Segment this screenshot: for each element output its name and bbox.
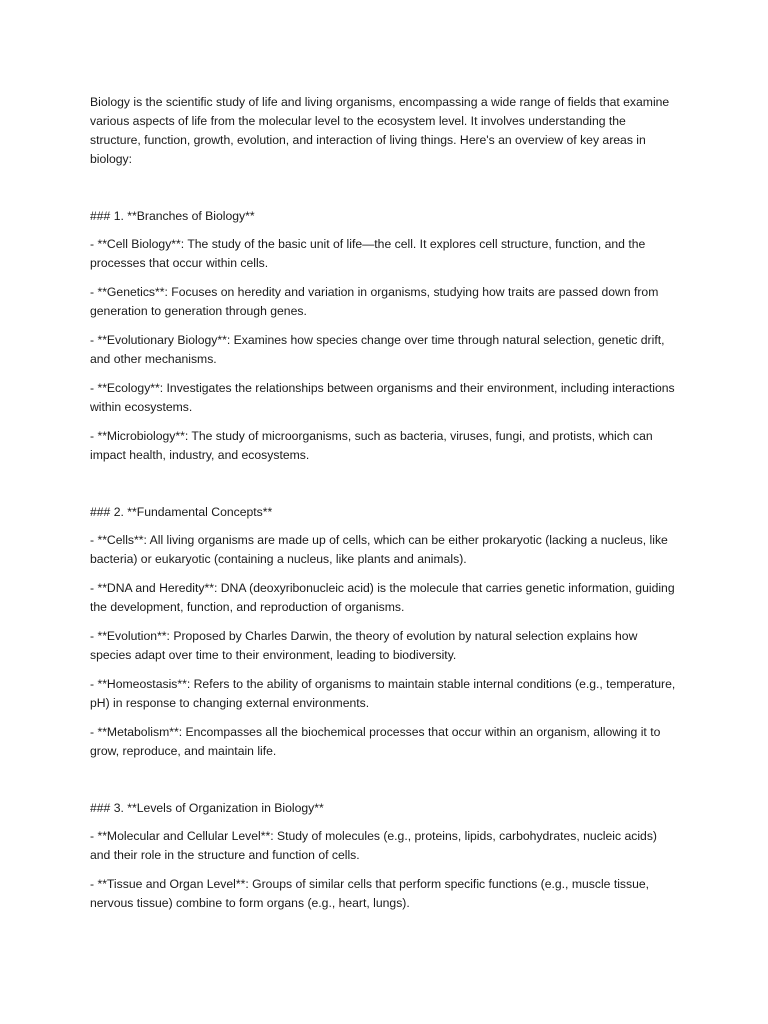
spacer [90,465,680,503]
document-page [90,93,680,913]
list-item: - **Metabolism**: Encompasses all the biochemical processes that occur within an organism, allowing it to grow, reproduce, and maintain life. [90,725,661,758]
intro-paragraph: Biology is the scientific study of life and living organisms, encompassing a wide range of fields that examine various aspects of life from the molecular level to the ecosystem level. It involves understanding the structure, function, growth, evolution, and interaction of living things. Here's an overview of key areas in biology: [90,95,670,166]
list-item: - **Genetics**: Focuses on heredity and variation in organisms, studying how traits are passed down from generation to generation through genes. [90,285,659,318]
list-item: - **Molecular and Cellular Level**: Study of molecules (e.g., proteins, lipids, carbohydrates, nucleic acids) and their role in the structure and function of cells. [90,829,657,862]
list-item: - **DNA and Heredity**: DNA (deoxyribonucleic acid) is the molecule that carries genetic information, guiding the development, function, and reproduction of organisms. [90,581,675,614]
list-item: - **Microbiology**: The study of microorganisms, such as bacteria, viruses, fungi, and protists, which can impact health, industry, and ecosystems. [90,429,653,462]
section-heading-levels: ### 3. **Levels of Organization in Biology** [90,801,324,815]
spacer [90,761,680,799]
section-heading-branches: ### 1. **Branches of Biology** [90,209,255,223]
list-item: - **Cell Biology**: The study of the basic unit of life—the cell. It explores cell structure, function, and the processes that occur within cells. [90,237,646,270]
list-item: - **Homeostasis**: Refers to the ability of organisms to maintain stable internal conditions (e.g., temperature, pH) in response to changing external environments. [90,677,676,710]
list-item: - **Ecology**: Investigates the relationships between organisms and their environment, including interactions within ecosystems. [90,381,675,414]
list-item: - **Evolution**: Proposed by Charles Darwin, the theory of evolution by natural selection explains how species adapt over time to their environment, leading to biodiversity. [90,629,638,662]
list-item: - **Evolutionary Biology**: Examines how species change over time through natural selection, genetic drift, and other mechanisms. [90,333,665,366]
list-item: - **Cells**: All living organisms are made up of cells, which can be either prokaryotic (lacking a nucleus, like bacteria) or eukaryotic (containing a nucleus, like plants and animals). [90,533,668,566]
section-heading-fundamentals: ### 2. **Fundamental Concepts** [90,505,273,519]
list-item: - **Tissue and Organ Level**: Groups of similar cells that perform specific functions (e.g., muscle tissue, nervous tissue) combine to form organs (e.g., heart, lungs). [90,877,650,910]
spacer [90,169,680,207]
